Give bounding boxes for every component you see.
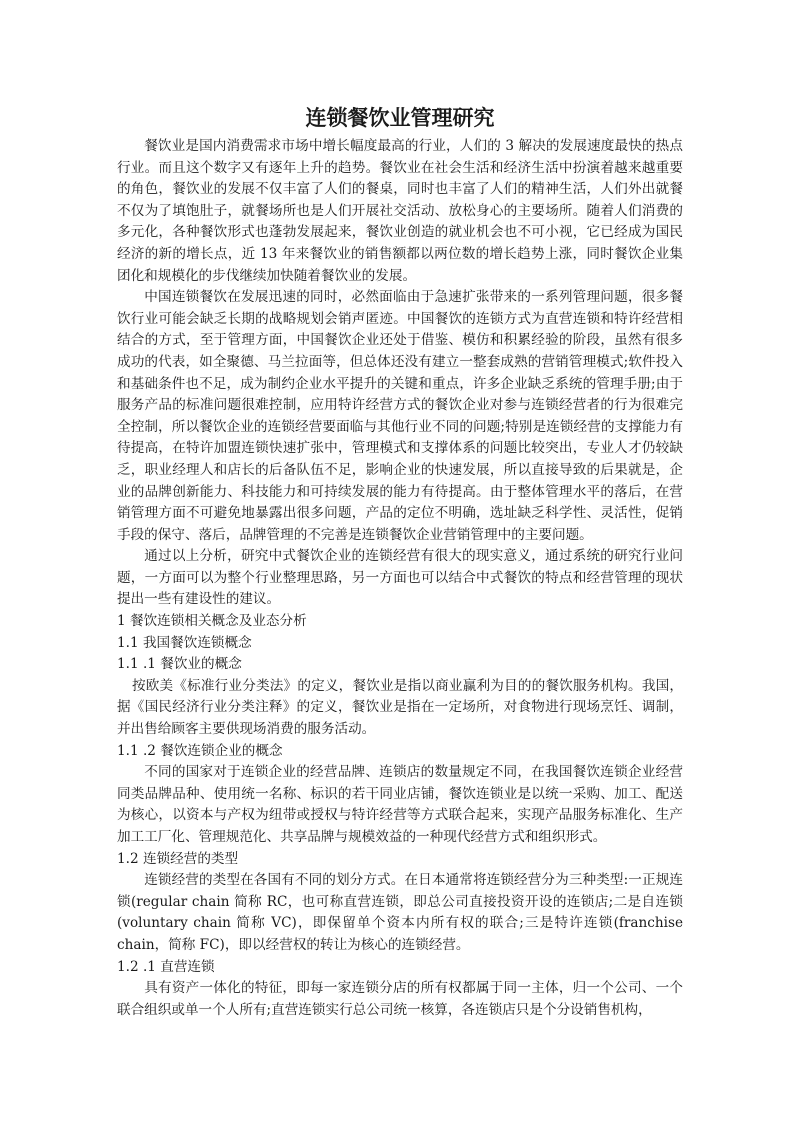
section-heading-1-1-2: 1.1 .2 餐饮连锁企业的概念 [117, 742, 283, 759]
paragraph-1-2: 连锁经营的类型在各国有不同的划分方式。在日本通常将连锁经营分为三种类型:一正规连锁(regular chain 简称 RC，也可称直营连锁，即总公司直接投资开设的连锁店;二是自连锁(voluntary chain 简称 VC)，即保留单个资本内所有权的联合;三是特许连锁(franchise chain，简称 FC)，即以经营权的转让为核心的连锁经营。 [117, 872, 683, 953]
intro-paragraph-3: 通过以上分析，研究中式餐饮企业的连锁经营有很大的现实意义，通过系统的研究行业问题，一方面可以为整个行业整理思路，另一方面也可以结合中式餐饮的特点和经营管理的现状提出一些有建设性的建议。 [117, 548, 683, 608]
document-title: 连锁餐饮业管理研究 [305, 106, 495, 130]
section-heading-1-2: 1.2 连锁经营的类型 [117, 850, 239, 867]
section-heading-1-1-1: 1.1 .1 餐饮业的概念 [117, 656, 242, 673]
section-heading-1-1: 1.1 我国餐饮连锁概念 [117, 634, 252, 651]
section-heading-1: 1 餐饮连锁相关概念及业态分析 [117, 613, 307, 630]
paragraph-1-2-1: 具有资产一体化的特征，即每一家连锁分店的所有权都属于同一主体，归一个公司、一个联合组织或单一个人所有;直营连锁实行总公司统一核算，各连锁店只是个分设销售机构， [117, 980, 683, 1018]
document-page [117, 104, 683, 1021]
intro-paragraph-1: 餐饮业是国内消费需求市场中增长幅度最高的行业，人们的 3 解决的发展速度最快的热点行业。而且这个数字又有逐年上升的趋势。餐饮业在社会生活和经济生活中扮演着越来越重要的角色，餐饮业的发展不仅丰富了人们的餐桌，同时也丰富了人们的精神生活，人们外出就餐不仅为了填饱肚子，就餐场所也是人们开展社交活动、放松身心的主要场所。随着人们消费的多元化，各种餐饮形式也蓬勃发展起来，餐饮业创造的就业机会也不可小视，它已经成为国民经济的新的增长点，近 13 年来餐饮业的销售额都以两位数的增长趋势上涨，同时餐饮企业集团化和规模化的步伐继续加快随着餐饮业的发展。 [117, 138, 683, 284]
paragraph-1-1-2: 不同的国家对于连锁企业的经营品牌、连锁店的数量规定不同，在我国餐饮连锁企业经营同类品牌品种、使用统一名称、标识的若干同业店铺，餐饮连锁业是以统一采购、加工、配送为核心，以资本与产权为纽带或授权与特许经营等方式联合起来，实现产品服务标准化、生产加工工厂化、管理规范化、共享品牌与规模效益的一种现代经营方式和组织形式。 [117, 764, 683, 845]
paragraph-1-1-1: 按欧美《标准行业分类法》的定义，餐饮业是指以商业赢利为目的的餐饮服务机构。我国，据《国民经济行业分类注释》的定义，餐饮业是指在一定场所，对食物进行现场烹饪、调制，并出售给顾客主要供现场消费的服务活动。 [117, 677, 683, 738]
section-heading-1-2-1: 1.2 .1 直营连锁 [117, 958, 215, 975]
intro-paragraph-2: 中国连锁餐饮在发展迅速的同时，必然面临由于急速扩张带来的一系列管理问题，很多餐饮行业可能会缺乏长期的战略规划会销声匿迹。中国餐饮的连锁方式为直营连锁和特许经营相结合的方式，至于管理方面，中国餐饮企业还处于借鉴、模仿和积累经验的阶段，虽然有很多成功的代表，如全聚德、马兰拉面等，但总体还没有建立一整套成熟的营销管理模式;软件投入和基础条件也不足，成为制约企业水平提升的关键和重点，许多企业缺乏系统的管理手册;由于服务产品的标准问题很难控制，应用特许经营方式的餐饮企业对参与连锁经营者的行为很难完全控制，所以餐饮企业的连锁经营要面临与其他行业不同的问题;特别是连锁经营的支撑能力有待提高，在特许加盟连锁快速扩张中，管理模式和支撑体系的问题比较突出，专业人才仍较缺乏，职业经理人和店长的后备队伍不足，影响企业的快速发展，所以直接导致的后果就是，企业的品牌创新能力、科技能力和可持续发展的能力有待提高。由于整体管理水平的落后，在营销管理方面不可避免地暴露出很多问题，产品的定位不明确，选址缺乏科学性、灵活性，促销手段的保守、落后，品牌管理的不完善是连锁餐饮企业营销管理中的主要问题。 [117, 289, 683, 543]
